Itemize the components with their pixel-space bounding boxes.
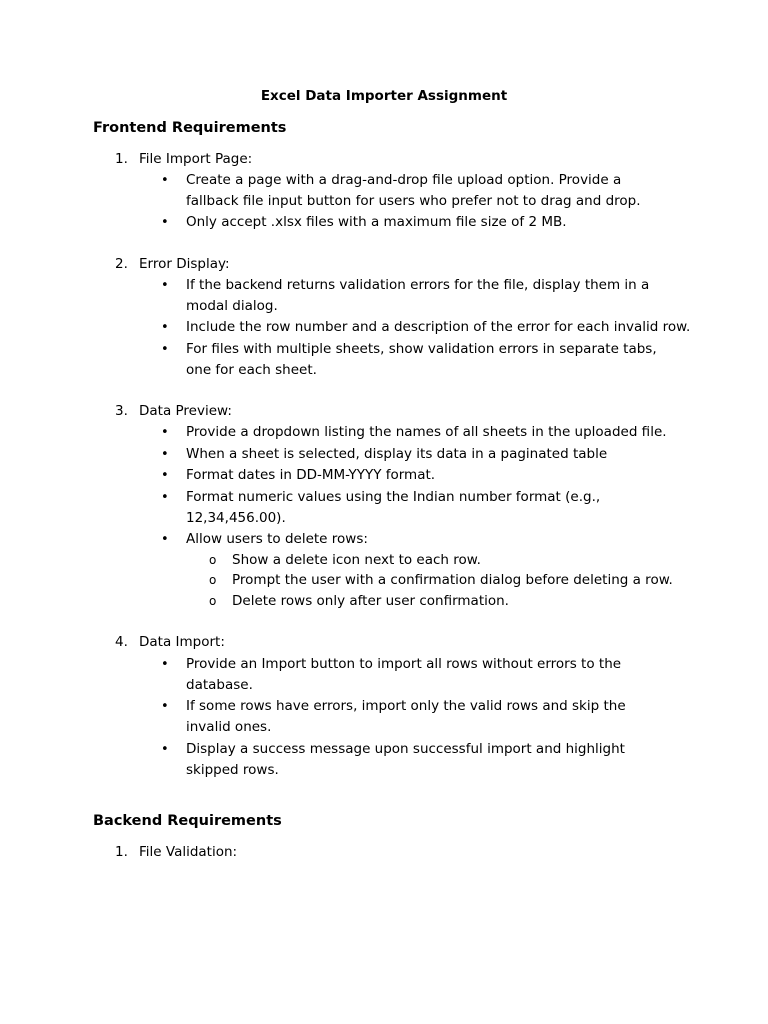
bullet-text: • If some rows have errors, import only the valid rows and skip the invalid ones. [186,698,626,735]
bullet-text: • Format dates in DD-MM-YYYY format. [186,467,436,483]
item-label: File Import Page: [139,151,253,167]
bullet-text: • Format numeric values using the Indian number format (e.g., 12,34,456.00). [186,489,601,526]
backend-item-1 [115,843,237,861]
bullet-text: • Allow users to delete rows: [186,531,368,547]
backend-heading: Backend Requirements [93,813,282,829]
sub-bullet-text: o Delete rows only after user confirmation. [232,593,509,609]
bullet-item [161,212,661,233]
bullet-item [161,317,691,338]
item-number: 1. [115,844,128,860]
item-number: 4. [115,634,128,650]
frontend-heading: Frontend Requirements [93,120,287,136]
bullet-text: • When a sheet is selected, display its data in a paginated table [186,446,608,462]
bullet-text: • For files with multiple sheets, show validation errors in separate tabs, one for each sheet. [186,341,657,378]
item-label: File Validation: [139,844,238,860]
frontend-item-2 [115,255,230,273]
bullet-text: • Provide a dropdown listing the names of all sheets in the uploaded file. [186,424,667,440]
bullet-item [161,275,661,317]
item-number: 3. [115,403,128,419]
frontend-item-4 [115,633,225,651]
bullet-text: • Display a success message upon successful import and highlight skipped rows. [186,741,625,778]
sub-bullet-text: o Show a delete icon next to each row. [232,552,481,568]
bullet-text: • Provide an Import button to import all rows without errors to the database. [186,656,622,693]
bullet-item [161,487,661,529]
bullet-item [161,654,661,696]
bullet-item [161,170,661,212]
item-number: 1. [115,151,128,167]
bullet-item [161,529,661,550]
bullet-text: • Only accept .xlsx files with a maximum file size of 2 MB. [186,214,567,230]
bullet-text: • Create a page with a drag-and-drop file upload option. Provide a fallback file input button for users who prefer not to drag and drop. [186,172,641,209]
sub-bullet-item [209,570,673,591]
sub-bullet-item [209,550,669,571]
bullet-text: • Include the row number and a description of the error for each invalid row. [186,319,691,335]
bullet-item [161,739,661,781]
sub-bullet-item [209,591,669,612]
frontend-item-1 [115,150,252,168]
item-label: Data Import: [139,634,225,650]
bullet-item [161,339,661,381]
bullet-item [161,422,667,443]
sub-bullet-text: o Prompt the user with a confirmation dialog before deleting a row. [232,572,673,588]
bullet-text: • If the backend returns validation errors for the file, display them in a modal dialog. [186,277,650,314]
bullet-item [161,696,661,738]
frontend-item-3 [115,402,232,420]
item-number: 2. [115,256,128,272]
bullet-item [161,444,661,465]
item-label: Error Display: [139,256,230,272]
document-title: Excel Data Importer Assignment [260,88,508,104]
item-label: Data Preview: [139,403,232,419]
bullet-item [161,465,661,486]
